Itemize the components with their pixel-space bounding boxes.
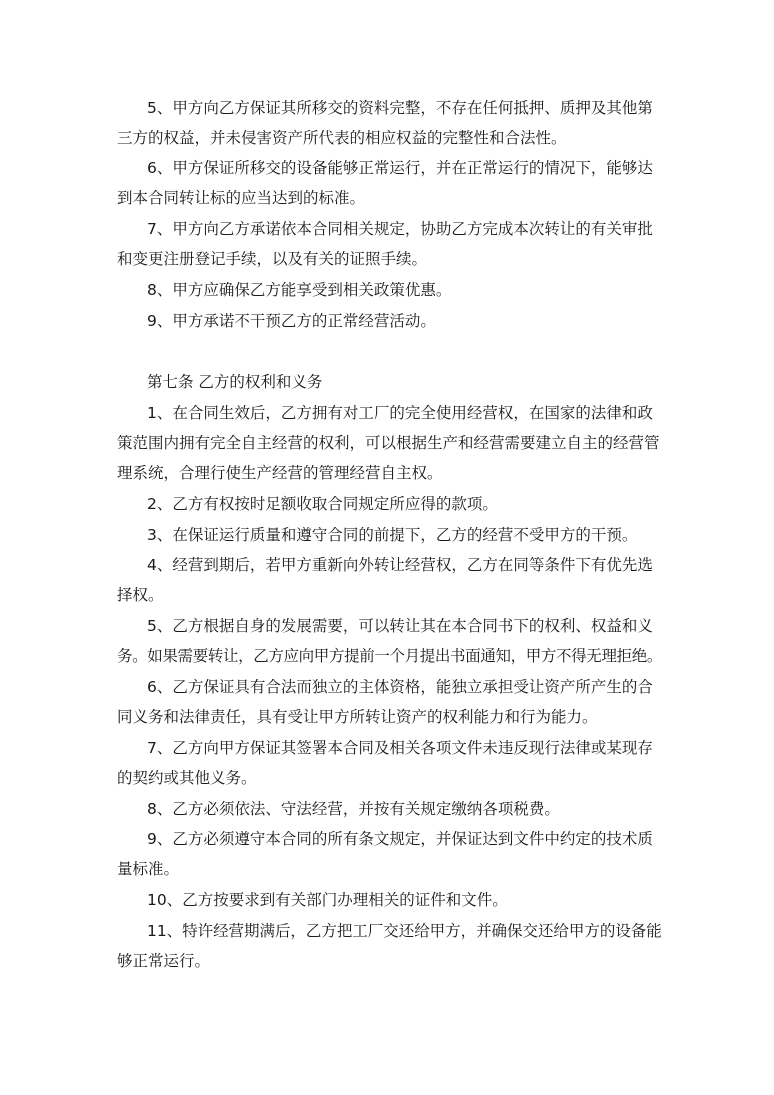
item-6-6-line-1: 6、甲方保证所移交的设备能够正常运行，并在正常运行的情况下，能够达 [147,159,653,177]
item-7-7-line-2: 的契约或其他义务。 [117,769,257,787]
section-7-heading: 第七条 乙方的权利和义务 [147,373,323,391]
item-7-8-line-1: 8、乙方必须依法、守法经营，并按有关规定缴纳各项税费。 [147,800,560,818]
item-7-11-line-2: 够正常运行。 [117,952,211,970]
item-6-8-line-1: 8、甲方应确保乙方能享受到相关政策优惠。 [147,281,452,299]
item-6-5-line-1: 5、甲方向乙方保证其所移交的资料完整，不存在任何抵押、质押及其他第 [147,99,653,117]
item-7-6-line-2: 同义务和法律责任，具有受让甲方所转让资产的权利能力和行为能力。 [117,708,598,726]
item-7-5-line-1: 5、乙方根据自身的发展需要，可以转让其在本合同书下的权利、权益和义 [147,617,653,635]
item-7-3-line-1: 3、在保证运行质量和遵守合同的前提下，乙方的经营不受甲方的干预。 [147,526,638,544]
item-7-5-line-2: 务。如果需要转让，乙方应向甲方提前一个月提出书面通知，甲方不得无理拒绝。 [117,647,663,665]
item-7-6-line-1: 6、乙方保证具有合法而独立的主体资格，能独立承担受让资产所产生的合 [147,678,653,696]
item-7-1-line-3: 理系统，合理行使生产经营的管理经营自主权。 [117,464,443,482]
item-7-11-line-1: 11、特许经营期满后，乙方把工厂交还给甲方，并确保交还给甲方的设备能 [147,922,662,940]
item-6-7-line-2: 和变更注册登记手续，以及有关的证照手续。 [117,250,428,268]
item-7-7-line-1: 7、乙方向甲方保证其签署本合同及相关各项文件未违反现行法律或某现存 [147,739,653,757]
item-6-5-line-2: 三方的权益，并未侵害资产所代表的相应权益的完整性和合法性。 [117,129,567,147]
item-6-9-line-1: 9、甲方承诺不干预乙方的正常经营活动。 [147,312,436,330]
item-6-6-line-2: 到本合同转让标的应当达到的标准。 [117,189,366,207]
item-7-9-line-2: 量标准。 [117,860,180,878]
item-6-7-line-1: 7、甲方向乙方承诺依本合同相关规定，协助乙方完成本次转让的有关审批 [147,220,653,238]
item-7-2-line-1: 2、乙方有权按时足额收取合同规定所应得的款项。 [147,495,498,513]
item-7-9-line-1: 9、乙方必须遵守本合同的所有条文规定，并保证达到文件中约定的技术质 [147,830,653,848]
item-7-1-line-2: 策范围内拥有完全自主经营的权利，可以根据生产和经营需要建立自主的经营管 [117,434,660,452]
item-7-4-line-2: 择权。 [117,586,164,604]
item-7-4-line-1: 4、经营到期后，若甲方重新向外转让经营权，乙方在同等条件下有优先选 [147,556,653,574]
item-7-1-line-1: 1、在合同生效后，乙方拥有对工厂的完全使用经营权，在国家的法律和政 [147,404,653,422]
item-7-10-line-1: 10、乙方按要求到有关部门办理相关的证件和文件。 [147,891,508,909]
